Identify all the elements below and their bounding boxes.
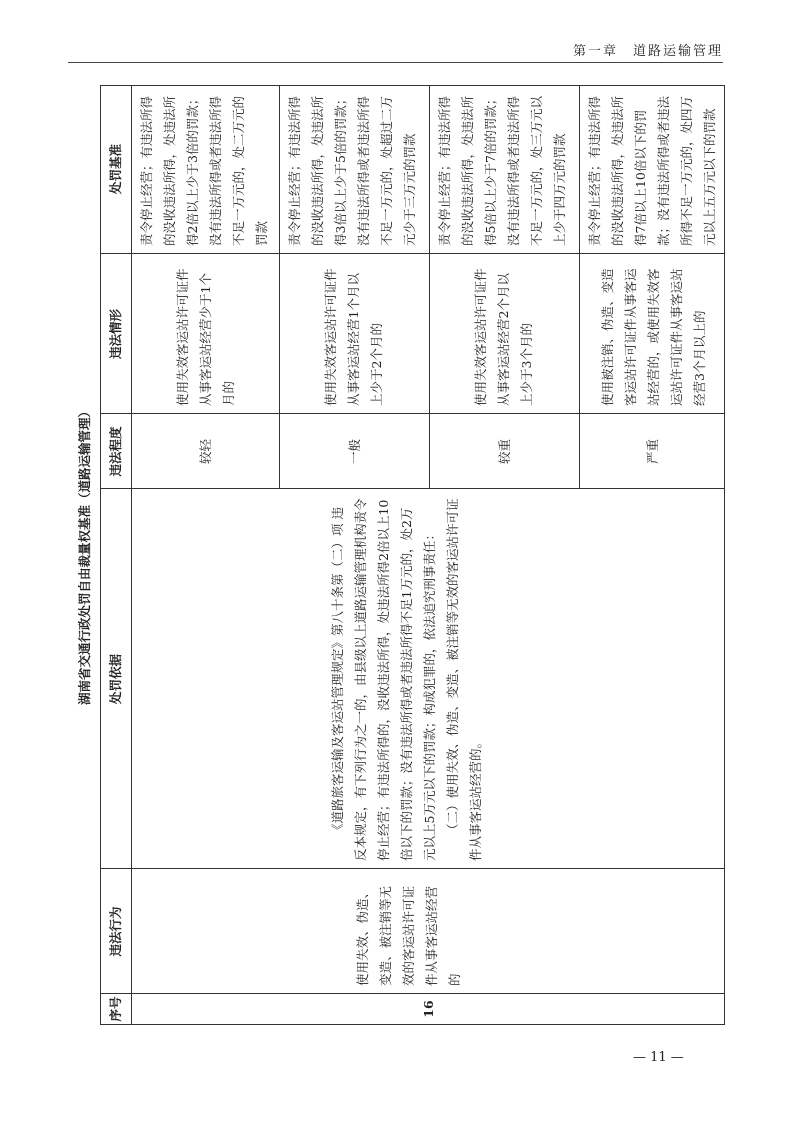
page-number: — 11 — bbox=[633, 1050, 684, 1065]
rotated-table-container bbox=[75, 85, 725, 1025]
table-title: 湖南省交通行政处罚自由裁量权基准（道路运输管理） bbox=[77, 405, 92, 706]
header-seq: 序号 bbox=[108, 996, 123, 1022]
circumstance-cell-4: 使用被注销、伪造、变造客运站许可证件从事客运站经营的，或使用失效客运站许可证件从事客运站经营3个月以上的 bbox=[600, 268, 707, 406]
standard-cell-3: 责令停止经营；有违法所得的没收违法所得，处违法所得5倍以上少于7倍的罚款；没有违法所得或者违法所得不足一万元的，处三万元以上少于四万元的罚款 bbox=[437, 92, 567, 246]
header-standard: 处罚基准 bbox=[108, 144, 123, 195]
degree-cell-3: 较重 bbox=[496, 439, 512, 465]
basis-item: （二）使用失效、伪造、变造、被注销等无效的客运站许可证件从事客运站经营的。 bbox=[445, 498, 483, 861]
circumstance-cell-2: 使用失效客运站许可证件从事客运站经营1个月以上少于2个月的 bbox=[323, 268, 384, 406]
standard-cell-2: 责令停止经营；有违法所得的没收违法所得，处违法所得3倍以上少于5倍的罚款；没有违法所得或者违法所得不足一万元的，处超过二万元少于三万元的罚款 bbox=[287, 92, 417, 246]
header-rule bbox=[68, 62, 723, 63]
degree-cell-1: 较轻 bbox=[197, 439, 213, 465]
header-violation: 违法行为 bbox=[108, 906, 123, 957]
circumstance-cell-3: 使用失效客运站许可证件从事客运站经营2个月以上少于3个月的 bbox=[473, 268, 534, 406]
seq-cell: 16 bbox=[421, 1000, 436, 1018]
violation-cell: 使用失效、伪造、变造、被注销等无效的客运站许可证件从事客运站经营的 bbox=[355, 885, 462, 986]
running-header: 第一章 道路运输管理 bbox=[572, 44, 723, 59]
circumstance-cell-1: 使用失效客运站许可证件从事客运站经营少于1个月的 bbox=[175, 268, 236, 406]
basis-cell bbox=[326, 489, 526, 869]
standard-cell-4: 责令停止经营；有违法所得的没收违法所得，处违法所得7倍以上10倍以下的罚款；没有违法所得或者违法所得不足一万元的，处四万元以上五万元以下的罚款 bbox=[587, 95, 717, 246]
header-circumstance: 违法情形 bbox=[108, 309, 123, 360]
degree-cell-2: 一般 bbox=[346, 439, 362, 465]
header-basis: 处罚依据 bbox=[108, 654, 123, 705]
degree-cell-4: 严重 bbox=[645, 439, 660, 465]
penalty-standard-table bbox=[100, 85, 725, 1025]
basis-paragraph: 《道路旅客运输及客运站管理规定》第八十条第（二）项 违反本规定，有下列行为之一的，由县级以上道路运输管理机构责令停止经营；有违法所得的，没收违法所得，处违法所得2倍以上10倍以下的罚款；没有违法所得或者违法所得不足1万元的，处2万元以上5万元以下的罚款；构成犯罪的，依法追究刑事责任： bbox=[330, 498, 437, 861]
header-degree: 违法程度 bbox=[108, 426, 123, 477]
standard-cell-1: 责令停止经营；有违法所得的没收违法所得，处违法所得2倍以上少于3倍的罚款；没有违法所得或者违法所得不足一万元的，处二万元的罚款 bbox=[139, 92, 269, 246]
